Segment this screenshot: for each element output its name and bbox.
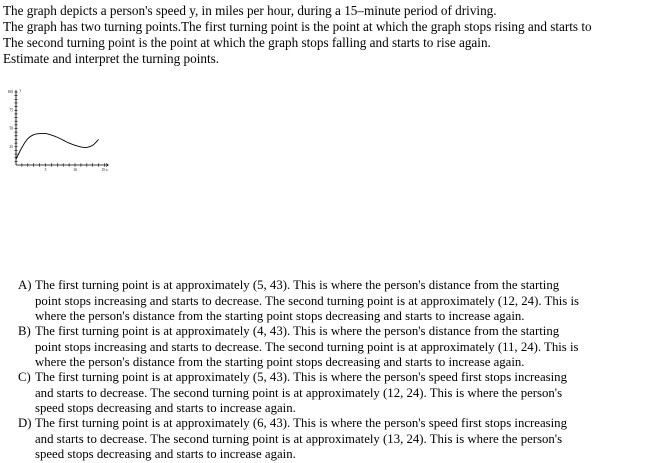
choice-d-line-1: The first turning point is at approximately (6, 43). This is where the person's speed first stops increasing [35, 416, 567, 430]
speed-curve [16, 133, 99, 159]
x-tick-label: 5 [44, 168, 47, 172]
choice-b-line-1: The first turning point is at approximately (4, 43). This is where the person's distance from the starting [35, 324, 560, 338]
chart-labels [8, 89, 108, 173]
y-tick-label: 75 [9, 108, 13, 113]
y-tick-label: 50 [9, 126, 13, 131]
choice-b-line-2: point stops increasing and starts to decrease. The second turning point is at approximately (11, 24). This is [35, 339, 579, 354]
question-line-2: The graph has two turning points.The first turning point is the point at which the graph stops rising and starts to [3, 19, 592, 34]
choice-d-line-3: speed stops decreasing and starts to increase again. [35, 447, 296, 461]
choice-c-line-3: speed stops decreasing and starts to increase again. [35, 401, 296, 415]
y-tick-label: 100 [7, 90, 13, 95]
y-tick-label: 25 [9, 144, 13, 149]
x-tick-label: 15 x [101, 168, 108, 172]
choice-d-line-2: and starts to decrease. The second turning point is at approximately (13, 24). This is where the person's [35, 431, 563, 446]
question-line-4: Estimate and interpret the turning points. [3, 51, 220, 66]
choice-a-line-3: where the person's distance from the starting point stops decreasing and starts to increase again. [35, 309, 525, 323]
choice-c[interactable] [18, 370, 638, 417]
chart-axes [16, 90, 109, 167]
question-line-3: The second turning point is the point at which the graph stops falling and starts to rise again. [3, 35, 491, 50]
choice-a-line-2: point stops increasing and starts to decrease. The second turning point is at approximately (12, 24). This is [35, 293, 579, 308]
choice-letter: C) [18, 370, 31, 384]
choice-d[interactable] [18, 416, 638, 463]
choice-a-line-1: The first turning point is at approximately (5, 43). This is where the person's distance from the starting [35, 278, 560, 292]
choice-c-line-2: and starts to decrease. The second turning point is at approximately (12, 24). This is where the person's [35, 385, 563, 400]
choice-a[interactable] [18, 278, 638, 325]
choice-c-line-1: The first turning point is at approximately (5, 43). This is where the person's speed first stops increasing [35, 370, 567, 384]
chart-ticks [14, 92, 104, 167]
speed-graph [0, 80, 115, 175]
choice-b-line-3: where the person's distance from the starting point stops decreasing and starts to increase again. [35, 355, 525, 369]
choice-letter: A) [18, 278, 32, 292]
x-tick-label: 10 [73, 168, 77, 172]
question-line-1: The graph depicts a person's speed y, in miles per hour, during a 15–minute period of driving. [3, 3, 497, 18]
choice-b[interactable] [18, 324, 638, 371]
y-axis-label: y [19, 88, 22, 93]
choice-letter: B) [18, 324, 31, 338]
choice-letter: D) [18, 416, 32, 430]
